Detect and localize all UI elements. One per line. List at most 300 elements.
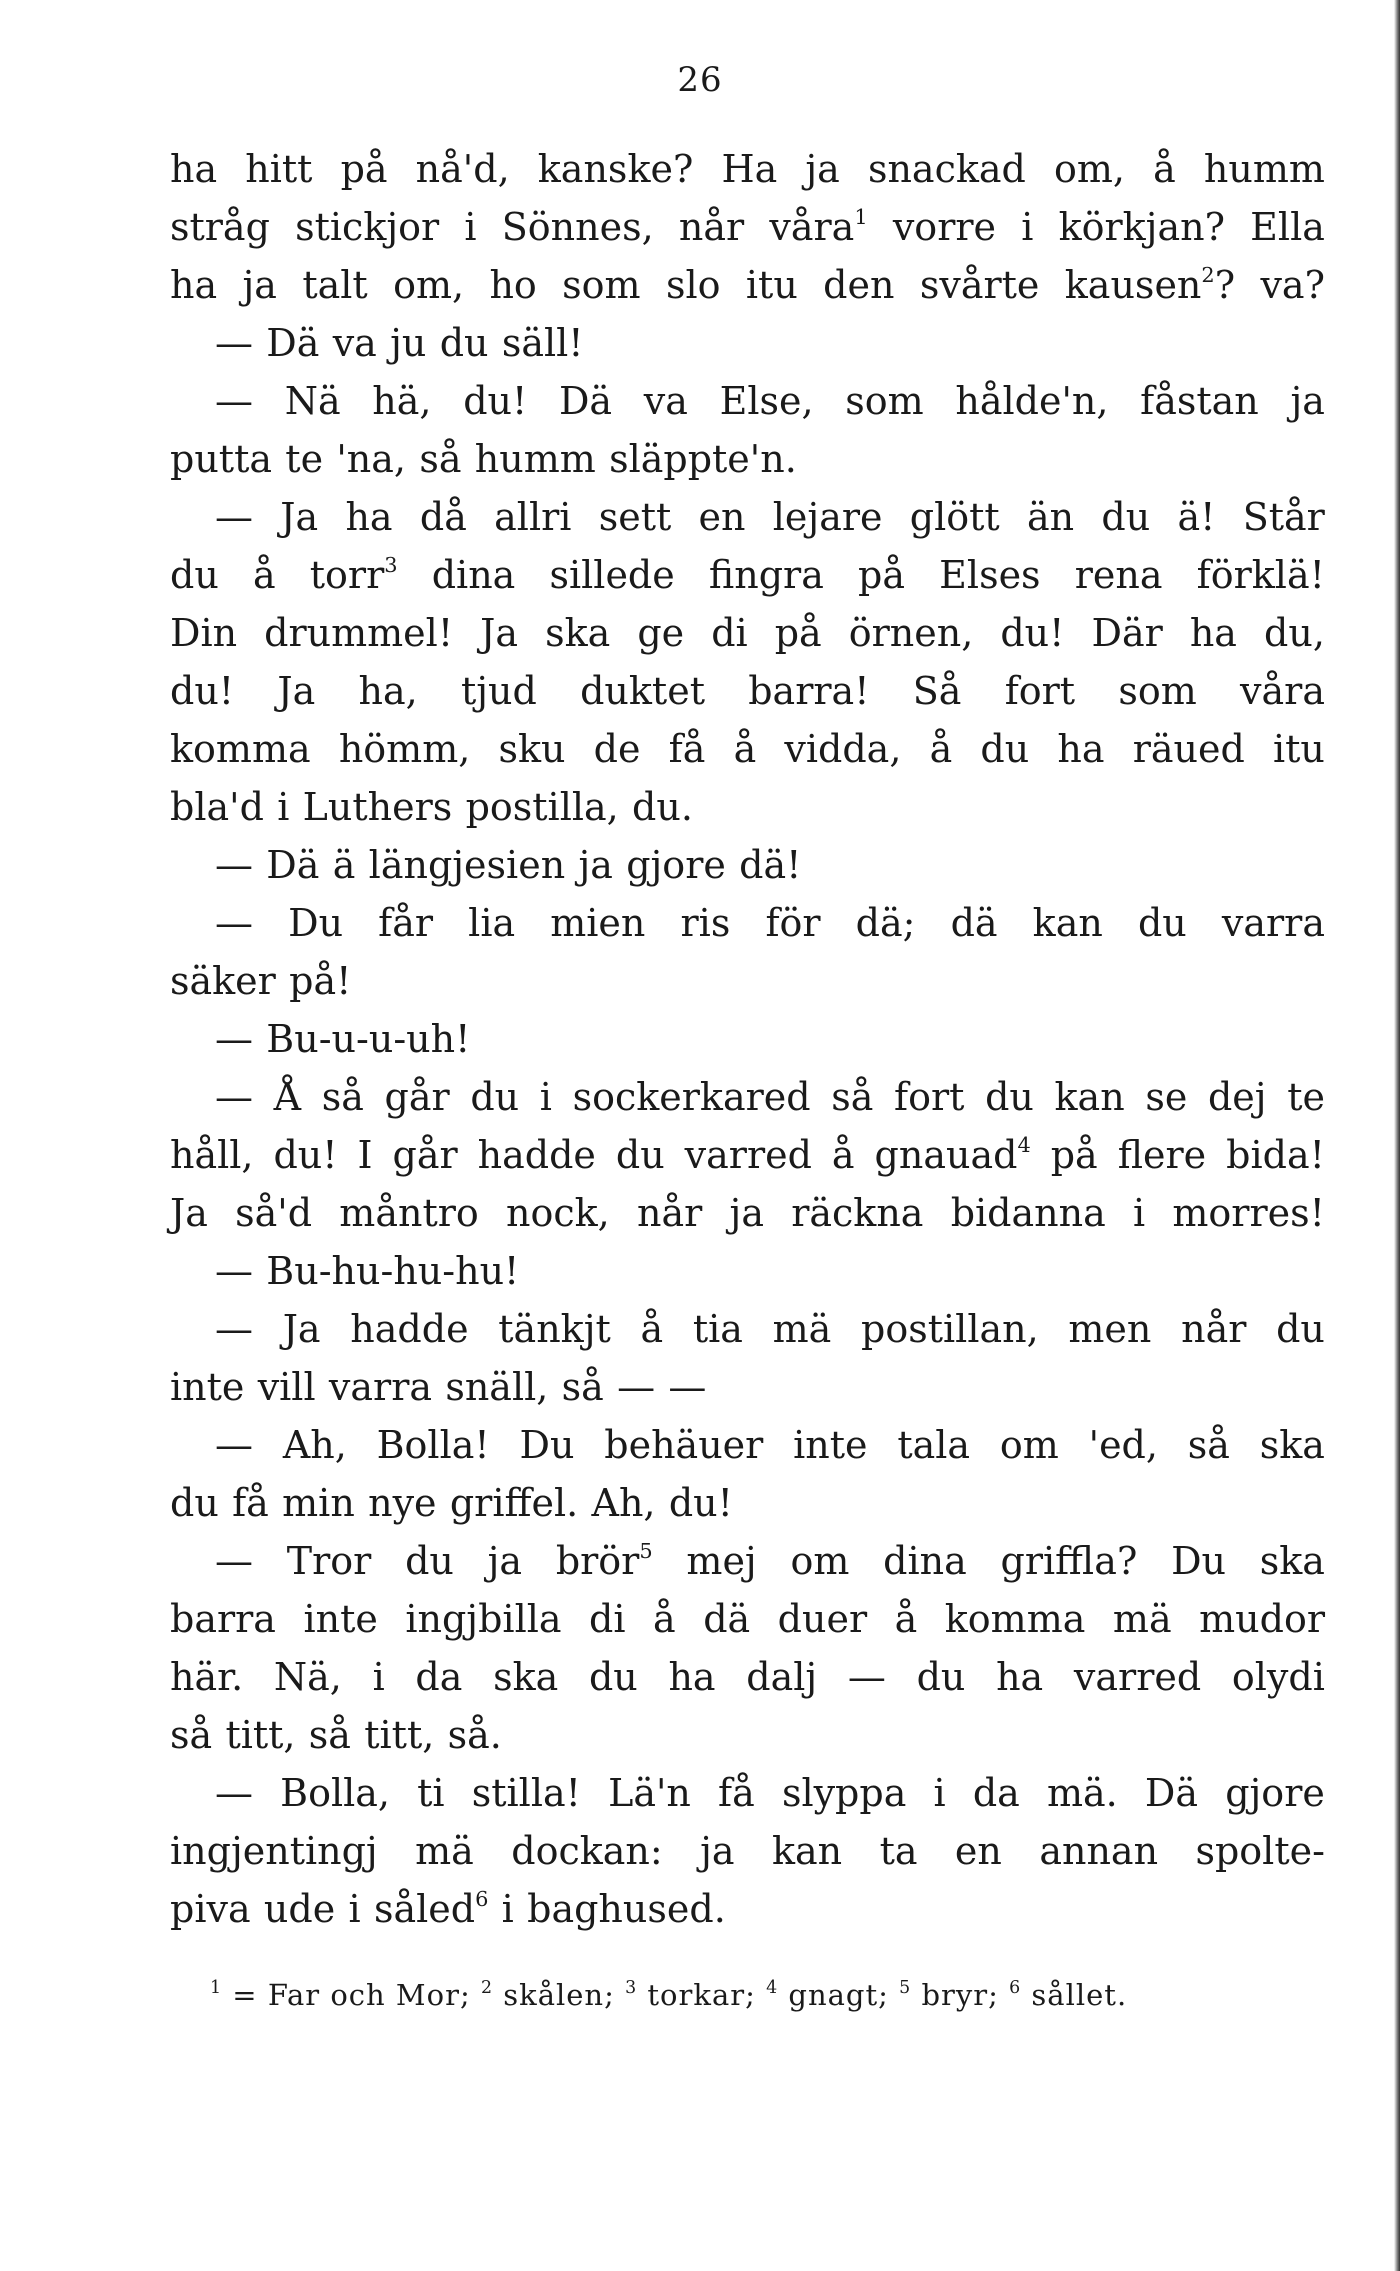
text-line [170, 1010, 1325, 1068]
word: du! [170, 669, 235, 713]
word: ingjentingj [170, 1829, 378, 1873]
word: hålde'n, [955, 379, 1109, 423]
word: Ah, [591, 1481, 656, 1525]
word: — [847, 1655, 886, 1699]
word: nock, [506, 1191, 610, 1235]
word: få [668, 727, 706, 771]
word: glött [909, 495, 1000, 539]
word: — [668, 1365, 707, 1409]
word: morres! [1172, 1191, 1325, 1235]
word: va? [1260, 263, 1325, 307]
word: varred [684, 1133, 812, 1177]
word: inte [793, 1423, 868, 1467]
word: håll, [170, 1133, 254, 1177]
word: snackad [867, 147, 1026, 191]
word: — [215, 379, 253, 423]
word: postillan, [861, 1307, 1039, 1351]
word: piva [170, 1887, 251, 1931]
word: ho [489, 263, 537, 307]
word: Ja [280, 495, 319, 539]
word: än [1026, 495, 1075, 539]
word: mien [550, 901, 646, 945]
word: ja [805, 147, 840, 191]
word: fåstan [1140, 379, 1259, 423]
text-line [170, 836, 1325, 894]
text-line [170, 1648, 1325, 1706]
word: längjesien [368, 843, 566, 887]
word: om, [393, 263, 465, 307]
word: torr$^3$ [309, 553, 398, 597]
word: å [733, 727, 757, 771]
word: — [215, 1075, 253, 1119]
word: Tror [286, 1539, 372, 1583]
word: körkjan? [1058, 205, 1225, 249]
text-line [170, 1416, 1325, 1474]
word: du [1137, 901, 1187, 945]
word: di [589, 1597, 626, 1641]
word: du [1276, 1307, 1325, 1351]
word: ska [1259, 1423, 1325, 1467]
word: mä [772, 1307, 832, 1351]
word: på! [289, 959, 352, 1003]
word: du [916, 1655, 966, 1699]
word: du! [273, 1133, 338, 1177]
word: gjore [626, 843, 726, 887]
word: kan [1054, 1075, 1125, 1119]
word: allri [494, 495, 572, 539]
word: så [308, 1713, 351, 1757]
word: ä! [1177, 495, 1216, 539]
word: du [170, 553, 219, 597]
word: ja [487, 1539, 523, 1583]
word: nye [368, 1481, 437, 1525]
word: ja [242, 263, 277, 307]
word: du [588, 1655, 638, 1699]
word: så [419, 437, 462, 481]
word: i [501, 1887, 514, 1931]
word: dä [950, 901, 998, 945]
word: ta [879, 1829, 918, 1873]
word: dä [703, 1597, 751, 1641]
word: få [232, 1481, 269, 1525]
word: bla'd [170, 785, 264, 829]
word: dä! [739, 843, 802, 887]
word: Lä'n [608, 1771, 691, 1815]
word: Elses [939, 553, 1041, 597]
word: hömm, [338, 727, 471, 771]
word: va [332, 321, 377, 365]
word: sku [498, 727, 566, 771]
text-line [170, 1068, 1325, 1126]
word: når [637, 1191, 703, 1235]
word: dina [883, 1539, 967, 1583]
word: da [972, 1771, 1020, 1815]
word: Nä, [273, 1655, 342, 1699]
word: dockan: [511, 1829, 663, 1873]
word: räckna [791, 1191, 924, 1235]
word: dej [1207, 1075, 1267, 1119]
text-line [170, 140, 1325, 198]
text-line [170, 1822, 1325, 1880]
word: dä; [855, 901, 916, 945]
word: så [321, 1075, 364, 1119]
word: slyppa [781, 1771, 907, 1815]
word: — [215, 321, 253, 365]
word: ris [680, 901, 731, 945]
word: i [372, 1655, 385, 1699]
word: släppte'n. [609, 437, 797, 481]
page-number: 26 [677, 60, 723, 100]
word: nå'd, [415, 147, 510, 191]
text-line [170, 488, 1325, 546]
text-line [170, 662, 1325, 720]
word: som [1118, 669, 1197, 713]
word: Så [912, 669, 962, 713]
text-line [170, 314, 1325, 372]
word: olydi [1231, 1655, 1325, 1699]
word: en [954, 1829, 1002, 1873]
word: se [1145, 1075, 1188, 1119]
word: så. [447, 1713, 502, 1757]
word: itu [745, 263, 798, 307]
word: mä [1112, 1597, 1172, 1641]
word: å [640, 1307, 664, 1351]
word: ha [1057, 727, 1105, 771]
word: gjore [1225, 1771, 1325, 1815]
word: kausen$^2$? [1064, 263, 1236, 307]
word: bida! [1226, 1133, 1325, 1177]
word: snäll, [445, 1365, 549, 1409]
word: komma [170, 727, 311, 771]
word: Dä [266, 843, 320, 887]
word: säker [170, 959, 276, 1003]
word: i [1021, 205, 1034, 249]
word: Du [1171, 1539, 1227, 1583]
word: du! [668, 1481, 733, 1525]
text-line [170, 546, 1325, 604]
text-line [170, 894, 1325, 952]
body-text [170, 140, 1325, 1938]
word: — [617, 1365, 656, 1409]
text-line [170, 1706, 1325, 1764]
word: ha [170, 263, 218, 307]
text-line [170, 1300, 1325, 1358]
word: varra [1221, 901, 1325, 945]
text-line [170, 1880, 1325, 1938]
word: så [561, 1365, 604, 1409]
word: mä. [1046, 1771, 1118, 1815]
word: ja [1290, 379, 1325, 423]
word: kanske? [537, 147, 694, 191]
word: — [215, 495, 253, 539]
word: Luthers [302, 785, 453, 829]
text-line [170, 1184, 1325, 1242]
word: förklä! [1196, 553, 1325, 597]
word: annan [1039, 1829, 1159, 1873]
word: te [285, 437, 324, 481]
word: lejare [772, 495, 883, 539]
word: mä [415, 1829, 474, 1873]
word: varred [1073, 1655, 1202, 1699]
word: brör$^5$ [555, 1539, 653, 1583]
text-line [170, 604, 1325, 662]
word: Nä [284, 379, 341, 423]
word: kan [771, 1829, 843, 1873]
word: tia [692, 1307, 743, 1351]
word: i [539, 1075, 552, 1119]
word: tala [897, 1423, 971, 1467]
text-line [170, 1764, 1325, 1822]
word: da [415, 1655, 463, 1699]
word: du [1101, 495, 1151, 539]
word: di [711, 611, 748, 655]
text-line [170, 1590, 1325, 1648]
word: då [419, 495, 467, 539]
word: — [215, 843, 253, 887]
text-line [170, 1532, 1325, 1590]
word: får [378, 901, 434, 945]
word: Else, [719, 379, 814, 423]
word: vill [257, 1365, 316, 1409]
word: I [357, 1133, 373, 1177]
word: min [282, 1481, 355, 1525]
word: dina [431, 553, 516, 597]
word: Sönnes, [501, 205, 654, 249]
word: rena [1074, 553, 1163, 597]
word: ude [263, 1887, 336, 1931]
word: å [653, 1597, 676, 1641]
word: — [215, 1539, 253, 1583]
word: mej [686, 1539, 757, 1583]
word: den [823, 263, 895, 307]
word: — [215, 1307, 253, 1351]
word: fort [894, 1075, 965, 1119]
text-line [170, 256, 1325, 314]
word: ti [417, 1771, 445, 1815]
word: gnauad$^4$ [874, 1133, 1031, 1177]
word: ju [390, 321, 427, 365]
word: å [929, 727, 953, 771]
word: en [698, 495, 746, 539]
word: går [384, 1075, 450, 1119]
word: ja [729, 1191, 764, 1235]
word: talt [302, 263, 368, 307]
word: Ja [277, 669, 316, 713]
word: Bolla, [280, 1771, 390, 1815]
word: fingra [708, 553, 824, 597]
word: — [215, 1771, 253, 1815]
text-line [170, 372, 1325, 430]
page-edge-shadow [1394, 0, 1400, 2271]
word: Ja [170, 1191, 208, 1235]
word: sett [598, 495, 672, 539]
word: — [215, 1249, 253, 1293]
word: du [980, 727, 1030, 771]
word: — [215, 901, 253, 945]
word: ha [668, 1655, 716, 1699]
word: humm [1203, 147, 1325, 191]
word: säll! [501, 321, 584, 365]
word: kan [1032, 901, 1103, 945]
word: baghused. [527, 1887, 726, 1931]
word: duer [777, 1597, 868, 1641]
word: 'ed, [1088, 1423, 1158, 1467]
word: inte [303, 1597, 378, 1641]
word: ä [332, 843, 356, 887]
text-line [170, 720, 1325, 778]
word: stråg [170, 205, 270, 249]
word: du. [632, 785, 693, 829]
word: tänkjt [498, 1307, 611, 1351]
word: å [252, 553, 276, 597]
word: 'na, [336, 437, 407, 481]
word: såled$^6$ [373, 1887, 489, 1931]
word: griffla? [1000, 1539, 1138, 1583]
word: ha [345, 495, 393, 539]
word: å [831, 1133, 855, 1177]
word: de [593, 727, 641, 771]
word: Din [170, 611, 238, 655]
word: på [774, 611, 822, 655]
word: du [405, 1539, 454, 1583]
word: Ella [1250, 205, 1325, 249]
word: mudor [1199, 1597, 1325, 1641]
word: fort [1004, 669, 1076, 713]
word: hitt [245, 147, 313, 191]
word: flere [1117, 1133, 1207, 1177]
word: om [790, 1539, 850, 1583]
word: men [1068, 1307, 1152, 1351]
word: du [439, 321, 489, 365]
word: sillede [549, 553, 675, 597]
word: få [718, 1771, 755, 1815]
word: vorre [892, 205, 997, 249]
word: når [678, 205, 745, 249]
word: va [643, 379, 688, 423]
word: i [277, 785, 290, 829]
word: du! [463, 379, 528, 423]
word: ja [578, 843, 613, 887]
word: måntro [339, 1191, 479, 1235]
word: Där [1091, 611, 1163, 655]
word: våra$^1$ [769, 205, 868, 249]
text-line [170, 778, 1325, 836]
word: humm [474, 437, 596, 481]
word: går [392, 1133, 458, 1177]
word: du! [1000, 611, 1065, 655]
word: Du [288, 901, 344, 945]
word: te [1287, 1075, 1325, 1119]
word: — [215, 1017, 253, 1061]
word: ja [700, 1829, 735, 1873]
word: svårte [919, 263, 1040, 307]
word: ha, [358, 669, 418, 713]
text-line [170, 1126, 1325, 1184]
word: Ja [282, 1307, 321, 1351]
word: Bu-hu-hu-hu! [266, 1249, 520, 1293]
word: om [999, 1423, 1059, 1467]
word: ha [170, 147, 218, 191]
word: Dä [266, 321, 320, 365]
word: i [348, 1887, 361, 1931]
word: griffel. [449, 1481, 579, 1525]
word: så [831, 1075, 874, 1119]
word: ska [493, 1655, 559, 1699]
word: titt, [364, 1713, 435, 1757]
word: ingjbilla [405, 1597, 562, 1641]
word: våra [1240, 669, 1325, 713]
word: bidanna [950, 1191, 1106, 1235]
word: duktet [580, 669, 705, 713]
word: når [1181, 1307, 1247, 1351]
word: Å [273, 1075, 302, 1119]
text-line [170, 430, 1325, 488]
word: behäuer [604, 1423, 764, 1467]
word: barra! [748, 669, 870, 713]
word: titt, [225, 1713, 296, 1757]
text-line [170, 198, 1325, 256]
word: tjud [460, 669, 537, 713]
text-line [170, 1474, 1325, 1532]
word: i [464, 205, 477, 249]
word: i [933, 1771, 946, 1815]
word: du [170, 1481, 219, 1525]
word: Ah, [282, 1423, 347, 1467]
word: spolte- [1195, 1829, 1325, 1873]
word: Bu-u-u-uh! [266, 1017, 471, 1061]
word: i [1133, 1191, 1146, 1235]
word: postilla, [465, 785, 619, 829]
text-line [170, 952, 1325, 1010]
word: räued [1132, 727, 1245, 771]
word: som [562, 263, 641, 307]
word: dalj [746, 1655, 818, 1699]
word: du [985, 1075, 1034, 1119]
word: på [1050, 1133, 1098, 1177]
word: varra [328, 1365, 433, 1409]
word: så [170, 1713, 213, 1757]
word: för [765, 901, 821, 945]
text-line [170, 1358, 1325, 1416]
word: stilla! [471, 1771, 581, 1815]
word: itu [1273, 727, 1325, 771]
word: slo [665, 263, 721, 307]
footnotes: $^1$ = Far och Mor; $^2$ skålen; $^3$ torkar; $^4$ gnagt; $^5$ bryr; $^6$ sållet. [210, 1977, 1128, 2012]
word: på [858, 553, 906, 597]
word: — [215, 1423, 253, 1467]
word: örnen, [848, 611, 974, 655]
word: så [1187, 1423, 1230, 1467]
word: på [340, 147, 388, 191]
word: komma [944, 1597, 1086, 1641]
word: putta [170, 437, 272, 481]
word: hadde [350, 1307, 469, 1351]
word: här. [170, 1655, 244, 1699]
word: ska [1259, 1539, 1325, 1583]
word: Bolla! [376, 1423, 490, 1467]
word: hadde [477, 1133, 596, 1177]
word: så'd [235, 1191, 313, 1235]
word: stickjor [295, 205, 440, 249]
word: drummel! [264, 611, 454, 655]
word: som [845, 379, 924, 423]
word: Dä [1144, 1771, 1199, 1815]
word: ha [1189, 611, 1237, 655]
word: ha [996, 1655, 1044, 1699]
word: Står [1242, 495, 1325, 539]
word: ge [637, 611, 685, 655]
word: du, [1264, 611, 1325, 655]
